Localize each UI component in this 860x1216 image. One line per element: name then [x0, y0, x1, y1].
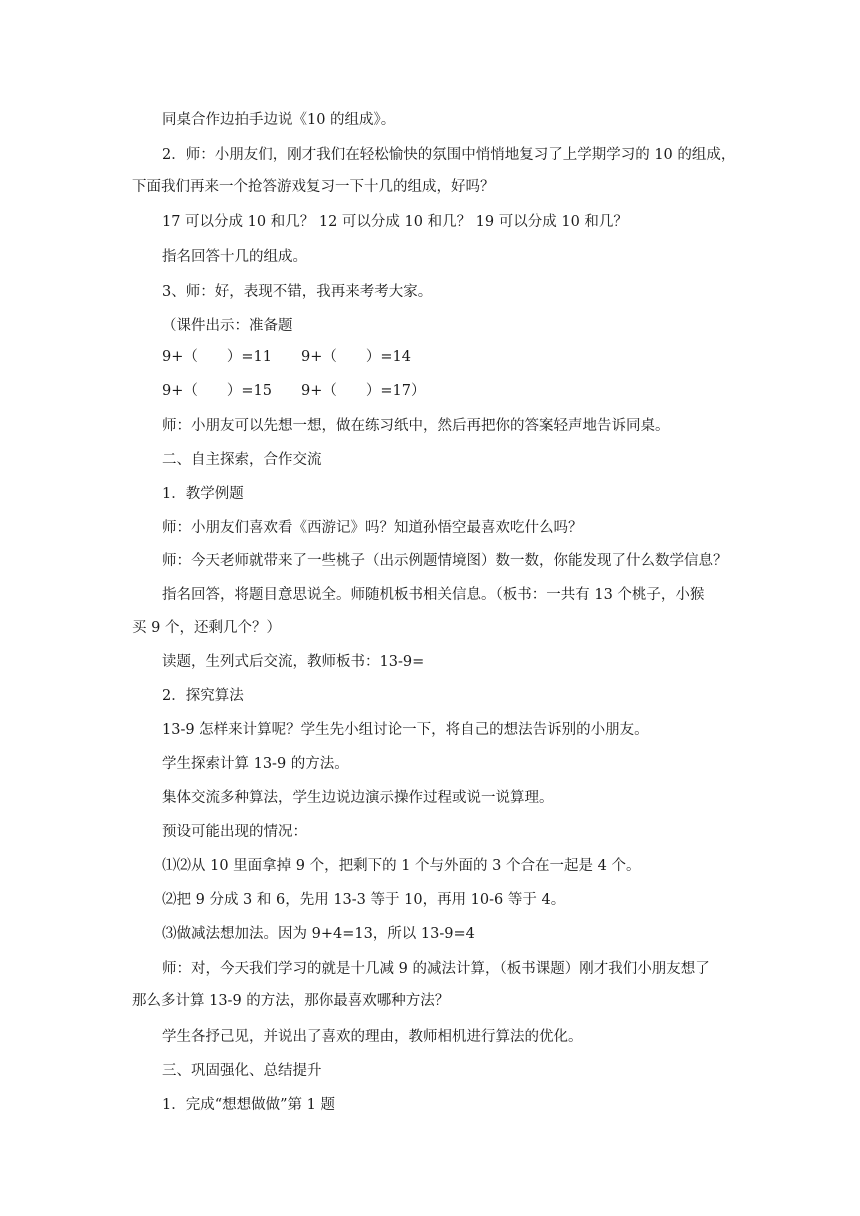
paragraph-line: 那么多计算 13-9 的方法，那你最喜欢哪种方法？: [132, 993, 450, 1009]
subsection-heading: 2．探究算法: [162, 688, 244, 704]
paragraph-line: 买 9 个，还剩几个？）: [132, 620, 281, 636]
paragraph-line: 3、师：好，表现不错，我再来考考大家。: [162, 284, 433, 300]
equation-line: 9+（ ）=15 9+（ ）=17）: [162, 383, 426, 399]
paragraph-line: 同桌合作边拍手边说《10 的组成》。: [162, 112, 396, 128]
paragraph-line: 师：小朋友们喜欢看《西游记》吗？知道孙悟空最喜欢吃什么吗？: [162, 520, 583, 536]
paragraph-line: 集体交流多种算法，学生边说边演示操作过程或说一说算理。: [162, 790, 554, 806]
list-item: ⑶做减法想加法。因为 9+4=13，所以 13-9=4: [162, 926, 475, 942]
list-item: ⑴⑵从 10 里面拿掉 9 个，把剩下的 1 个与外面的 3 个合在一起是 4 个。: [162, 858, 641, 874]
paragraph-line: （课件出示：准备题: [162, 318, 293, 334]
paragraph-line: 学生探索计算 13-9 的方法。: [162, 756, 349, 772]
equation-line: 9+（ ）=11 9+（ ）=14: [162, 349, 411, 365]
paragraph-line: 13-9 怎样来计算呢？学生先小组讨论一下，将自己的想法告诉别的小朋友。: [162, 722, 649, 738]
paragraph-line: 2．师：小朋友们，刚才我们在轻松愉快的氛围中悄悄地复习了上学期学习的 10 的组成，: [162, 147, 736, 163]
paragraph-line: 下面我们再来一个抢答游戏复习一下十几的组成，好吗？: [132, 179, 495, 195]
paragraph-line: 指名回答，将题目意思说全。师随机板书相关信息。（板书：一共有 13 个桃子，小猴: [162, 587, 705, 603]
paragraph-line: 学生各抒己见，并说出了喜欢的理由，教师相机进行算法的优化。: [162, 1029, 583, 1045]
paragraph-line: 师：今天老师就带来了一些桃子（出示例题情境图）数一数，你能发现了什么数学信息？: [162, 553, 728, 569]
paragraph-line: 预设可能出现的情况：: [162, 824, 307, 840]
paragraph-line: 17 可以分成 10 和几？ 12 可以分成 10 和几？ 19 可以分成 10 和几？: [162, 214, 628, 230]
paragraph-line: 指名回答十几的组成。: [162, 249, 307, 265]
section-heading: 三、巩固强化、总结提升: [162, 1063, 322, 1079]
list-item: ⑵把 9 分成 3 和 6，先用 13-3 等于 10，再用 10-6 等于 4。: [162, 892, 566, 908]
paragraph-line: 师：对，今天我们学习的就是十几减 9 的减法计算，（板书课题）刚才我们小朋友想了: [162, 961, 710, 977]
subsection-heading: 1．教学例题: [162, 486, 244, 502]
subsection-heading: 1．完成“想想做做”第 1 题: [162, 1097, 335, 1113]
paragraph-line: 师：小朋友可以先想一想，做在练习纸中，然后再把你的答案轻声地告诉同桌。: [162, 418, 670, 434]
section-heading: 二、自主探索，合作交流: [162, 452, 322, 468]
paragraph-line: 读题，生列式后交流，教师板书：13-9=: [162, 654, 425, 670]
